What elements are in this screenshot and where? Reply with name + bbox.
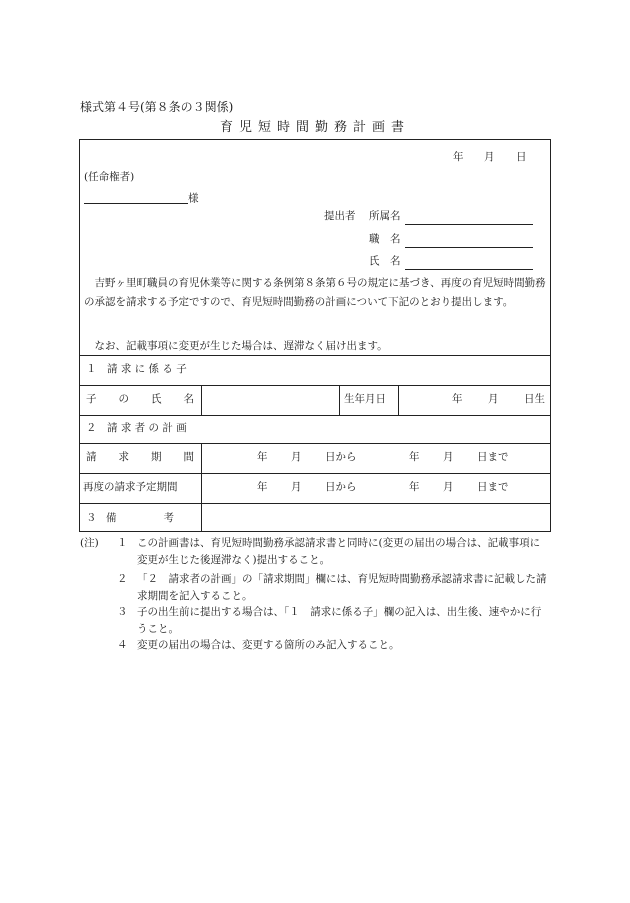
notes-label: (注) — [80, 537, 99, 549]
replan-to-year: 年 — [409, 481, 420, 493]
remarks-field[interactable] — [202, 504, 550, 531]
name-field[interactable] — [405, 256, 533, 270]
note-4-text: 変更の届出の場合は、変更する箇所のみ記入すること。 — [137, 639, 400, 651]
period-to-year: 年 — [409, 451, 420, 463]
date-month-label: 月 — [484, 151, 495, 163]
date-day-label: 日 — [516, 151, 527, 163]
section1-heading: １ 請 求 に 係 る 子 — [86, 363, 187, 375]
rule-col-dob-right — [398, 385, 399, 415]
section3-number: ３ — [86, 512, 97, 524]
period-label: 請 求 期 間 — [86, 451, 194, 463]
period-to-month: 月 — [443, 451, 454, 463]
period-from-year: 年 — [257, 451, 268, 463]
name-label: 氏 名 — [369, 255, 401, 267]
child-name-label: 子 の 氏 名 — [86, 393, 194, 405]
replan-from-year: 年 — [257, 481, 268, 493]
period-from-day: 日から — [325, 451, 357, 463]
dob-label: 生年月日 — [344, 393, 386, 405]
dob-day-label: 日生 — [524, 393, 545, 405]
body-paragraph: 吉野ヶ里町職員の育児休業等に関する条例第８条第６号の規定に基づき、再度の育児短時間勤務の承認を請求する予定ですので、育児短時間勤務の計画について下記のとおり提出します。 — [84, 277, 546, 309]
date-year-label: 年 — [453, 151, 464, 163]
child-name-field[interactable] — [202, 386, 339, 415]
position-field[interactable] — [405, 234, 533, 248]
department-label: 所属名 — [369, 210, 401, 222]
period-from-month: 月 — [291, 451, 302, 463]
appointer-suffix: 様 — [188, 192, 199, 205]
note-3-text: 子の出生前に提出する場合は、「１ 請求に係る子」欄の記入は、出生後、速やかに行うこと。 — [137, 606, 542, 635]
note-4-number: ４ — [117, 639, 128, 651]
department-field[interactable] — [405, 211, 533, 225]
note-2-number: ２ — [117, 573, 128, 585]
note-3-number: ３ — [117, 606, 128, 618]
rule-col-dob-left — [339, 385, 340, 415]
replan-label: 再度の請求予定期間 — [83, 481, 178, 493]
rule-child-row-bottom — [79, 415, 551, 416]
appointer-line — [84, 191, 199, 204]
replan-to-day: 日まで — [477, 481, 509, 493]
dob-month-label: 月 — [488, 393, 499, 405]
note-1-number: １ — [117, 537, 128, 549]
section2-heading: ２ 請 求 者 の 計 画 — [86, 422, 187, 434]
note-2-text: 「２ 請求者の計画」の「請求期間」欄には、育児短時間勤務承認請求書に記載した請求期間を記入すること。 — [137, 573, 547, 602]
document-title: 育児短時間勤務計画書 — [219, 120, 410, 135]
rule-period-row-bottom — [79, 473, 551, 474]
submitter-prefix: 提出者 — [324, 210, 356, 222]
position-label: 職 名 — [369, 233, 401, 245]
child-name-label-char: 子 — [86, 393, 97, 405]
appointer-name-field[interactable] — [84, 191, 188, 204]
body-paragraph-2: なお、記載事項に変更が生じた場合は、遅滞なく届け出ます。 — [94, 340, 388, 352]
section3-heading: 備 考 — [106, 512, 174, 524]
replan-from-month: 月 — [291, 481, 302, 493]
replan-to-month: 月 — [443, 481, 454, 493]
rule-section2-bottom — [79, 443, 551, 444]
appointer-label: (任命権者) — [84, 171, 135, 183]
period-to-day: 日まで — [477, 451, 509, 463]
note-1-text: この計画書は、育児短時間勤務承認請求書と同時に(変更の届出の場合は、記載事項に変更が生じた後遅滞なく)提出すること。 — [137, 537, 541, 566]
replan-from-day: 日から — [325, 481, 357, 493]
form-number: 様式第４号(第８条の３関係) — [80, 100, 234, 114]
dob-year-label: 年 — [452, 393, 463, 405]
